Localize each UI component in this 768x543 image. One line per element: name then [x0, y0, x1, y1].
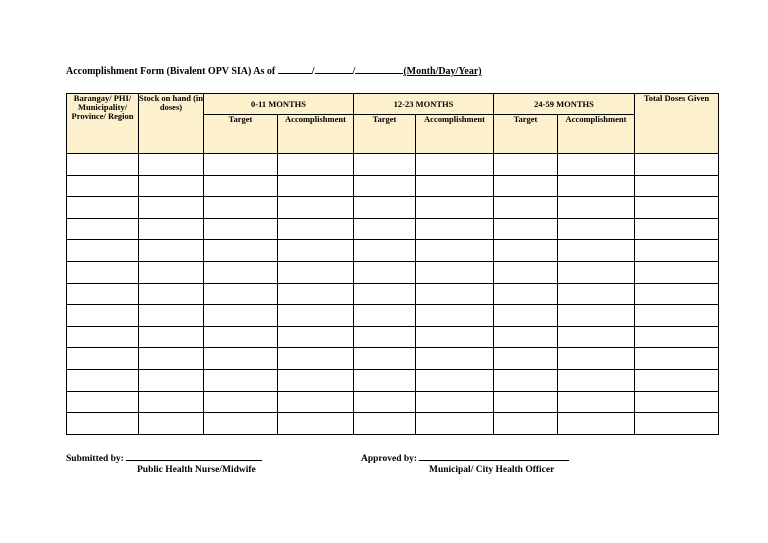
submitted-by-block — [66, 451, 262, 464]
header-target: Target — [354, 115, 416, 154]
table-cell[interactable] — [494, 261, 558, 283]
header-group-12-23-months: 12-23 MONTHS — [354, 94, 494, 115]
table-cell[interactable] — [635, 326, 719, 348]
table-cell[interactable] — [416, 305, 494, 327]
table-cell[interactable] — [558, 197, 635, 219]
table-cell[interactable] — [278, 348, 354, 370]
table-row — [67, 348, 719, 370]
table-cell[interactable] — [416, 261, 494, 283]
submitted-by-role: Public Health Nurse/Midwife — [137, 465, 256, 475]
table-cell[interactable] — [67, 261, 139, 283]
header-accomplishment: Accomplishment — [416, 115, 494, 154]
header-accomplishment: Accomplishment — [278, 115, 354, 154]
table-cell[interactable] — [278, 218, 354, 240]
table-cell[interactable] — [139, 283, 204, 305]
table-cell[interactable] — [67, 218, 139, 240]
table-cell[interactable] — [204, 326, 278, 348]
table-cell[interactable] — [354, 413, 416, 435]
table-row — [67, 261, 719, 283]
table-cell[interactable] — [354, 283, 416, 305]
table-cell[interactable] — [635, 369, 719, 391]
date-separator: / — [311, 66, 315, 77]
table-row — [67, 326, 719, 348]
table-cell[interactable] — [354, 391, 416, 413]
table-cell[interactable] — [354, 261, 416, 283]
table-cell[interactable] — [558, 391, 635, 413]
table-cell[interactable] — [354, 175, 416, 197]
table-cell[interactable] — [67, 197, 139, 219]
table-cell[interactable] — [67, 326, 139, 348]
table-cell[interactable] — [354, 326, 416, 348]
header-target: Target — [494, 115, 558, 154]
header-group-24-59-months: 24-59 MONTHS — [494, 94, 635, 115]
table-cell[interactable] — [139, 369, 204, 391]
table-cell[interactable] — [416, 369, 494, 391]
table-cell[interactable] — [494, 154, 558, 176]
table-cell[interactable] — [558, 283, 635, 305]
submitted-by-label: Submitted by: — [66, 454, 124, 464]
table-cell[interactable] — [67, 305, 139, 327]
table-cell[interactable] — [416, 154, 494, 176]
table-cell[interactable] — [494, 369, 558, 391]
table-cell[interactable] — [204, 305, 278, 327]
table-cell[interactable] — [67, 240, 139, 262]
day-blank[interactable] — [315, 64, 353, 74]
table-cell[interactable] — [558, 154, 635, 176]
table-cell[interactable] — [416, 197, 494, 219]
table-cell[interactable] — [494, 240, 558, 262]
table-cell[interactable] — [204, 197, 278, 219]
table-cell[interactable] — [558, 175, 635, 197]
table-cell[interactable] — [67, 154, 139, 176]
table-cell[interactable] — [278, 197, 354, 219]
table-row — [67, 154, 719, 176]
table-cell[interactable] — [354, 369, 416, 391]
date-format-label: (Month/Day/Year) — [403, 66, 482, 77]
table-cell[interactable] — [494, 326, 558, 348]
table-cell[interactable] — [354, 305, 416, 327]
table-cell[interactable] — [635, 348, 719, 370]
table-row — [67, 413, 719, 435]
table-cell[interactable] — [558, 326, 635, 348]
table-cell[interactable] — [416, 326, 494, 348]
table-cell[interactable] — [204, 261, 278, 283]
table-cell[interactable] — [354, 240, 416, 262]
table-cell[interactable] — [139, 326, 204, 348]
table-cell[interactable] — [204, 391, 278, 413]
table-cell[interactable] — [354, 348, 416, 370]
table-cell[interactable] — [67, 369, 139, 391]
submitted-by-signature-line[interactable] — [126, 451, 262, 461]
table-cell[interactable] — [494, 413, 558, 435]
table-cell[interactable] — [416, 283, 494, 305]
table-cell[interactable] — [278, 369, 354, 391]
table-row — [67, 218, 719, 240]
table-cell[interactable] — [416, 348, 494, 370]
table-cell[interactable] — [139, 391, 204, 413]
table-cell[interactable] — [278, 175, 354, 197]
table-cell[interactable] — [139, 175, 204, 197]
table-cell[interactable] — [204, 369, 278, 391]
table-row — [67, 175, 719, 197]
table-cell[interactable] — [558, 348, 635, 370]
table-cell[interactable] — [635, 240, 719, 262]
table-cell[interactable] — [67, 283, 139, 305]
table-cell[interactable] — [139, 305, 204, 327]
table-cell[interactable] — [494, 391, 558, 413]
table-cell[interactable] — [204, 154, 278, 176]
table-row — [67, 391, 719, 413]
table-row — [67, 197, 719, 219]
table-cell[interactable] — [494, 197, 558, 219]
table-cell[interactable] — [416, 413, 494, 435]
table-cell[interactable] — [139, 413, 204, 435]
table-cell[interactable] — [204, 175, 278, 197]
form-title — [66, 64, 482, 77]
table-cell[interactable] — [139, 218, 204, 240]
table-cell[interactable] — [558, 218, 635, 240]
table-cell[interactable] — [139, 240, 204, 262]
table-cell[interactable] — [416, 175, 494, 197]
title-prefix: Accomplishment Form (Bivalent OPV SIA) As of — [66, 66, 276, 77]
table-cell[interactable] — [494, 348, 558, 370]
table-row — [67, 305, 719, 327]
table-cell[interactable] — [494, 283, 558, 305]
table-cell[interactable] — [139, 154, 204, 176]
header-location: Barangay/ PHI/ Municipality/ Province/ Region — [67, 94, 139, 154]
table-row — [67, 369, 719, 391]
header-group-0-11-months: 0-11 MONTHS — [204, 94, 354, 115]
table-cell[interactable] — [558, 369, 635, 391]
table-cell[interactable] — [278, 305, 354, 327]
table-cell[interactable] — [278, 240, 354, 262]
table-cell[interactable] — [635, 283, 719, 305]
table-cell[interactable] — [67, 413, 139, 435]
table-cell[interactable] — [278, 391, 354, 413]
table-cell[interactable] — [558, 305, 635, 327]
table-cell[interactable] — [494, 218, 558, 240]
table-cell[interactable] — [558, 413, 635, 435]
table-cell[interactable] — [204, 413, 278, 435]
table-cell[interactable] — [354, 154, 416, 176]
header-stock-on-hand: Stock on hand (in doses) — [139, 94, 204, 154]
table-cell[interactable] — [416, 391, 494, 413]
table-cell[interactable] — [354, 218, 416, 240]
table-cell[interactable] — [558, 261, 635, 283]
table-cell[interactable] — [635, 197, 719, 219]
table-cell[interactable] — [139, 197, 204, 219]
date-separator: / — [352, 66, 356, 77]
approved-by-signature-line[interactable] — [419, 451, 569, 461]
table-cell[interactable] — [635, 305, 719, 327]
table-cell[interactable] — [204, 240, 278, 262]
table-cell[interactable] — [635, 261, 719, 283]
table-cell[interactable] — [635, 413, 719, 435]
table-cell[interactable] — [416, 240, 494, 262]
table-cell[interactable] — [278, 154, 354, 176]
table-cell[interactable] — [558, 240, 635, 262]
table-cell[interactable] — [278, 261, 354, 283]
accomplishment-table — [66, 93, 719, 435]
table-cell[interactable] — [278, 326, 354, 348]
table-cell[interactable] — [494, 305, 558, 327]
table-cell[interactable] — [67, 348, 139, 370]
table-cell[interactable] — [278, 413, 354, 435]
table-cell[interactable] — [635, 175, 719, 197]
table-cell[interactable] — [635, 154, 719, 176]
table-cell[interactable] — [204, 218, 278, 240]
table-cell[interactable] — [494, 175, 558, 197]
table-cell[interactable] — [139, 348, 204, 370]
table-cell[interactable] — [635, 218, 719, 240]
approved-by-label: Approved by: — [361, 454, 418, 464]
table-cell[interactable] — [416, 218, 494, 240]
table-cell[interactable] — [67, 391, 139, 413]
table-cell[interactable] — [204, 283, 278, 305]
approved-by-block — [361, 451, 569, 464]
table-cell[interactable] — [204, 348, 278, 370]
table-cell[interactable] — [67, 175, 139, 197]
table-row — [67, 283, 719, 305]
header-total-doses-given: Total Doses Given — [635, 94, 719, 154]
table-row — [67, 240, 719, 262]
approved-by-role: Municipal/ City Health Officer — [429, 465, 555, 475]
table-cell[interactable] — [635, 391, 719, 413]
table-cell[interactable] — [354, 197, 416, 219]
table-cell[interactable] — [278, 283, 354, 305]
month-blank[interactable] — [278, 64, 312, 74]
table-cell[interactable] — [139, 261, 204, 283]
header-accomplishment: Accomplishment — [558, 115, 635, 154]
year-blank[interactable] — [355, 64, 403, 74]
header-target: Target — [204, 115, 278, 154]
